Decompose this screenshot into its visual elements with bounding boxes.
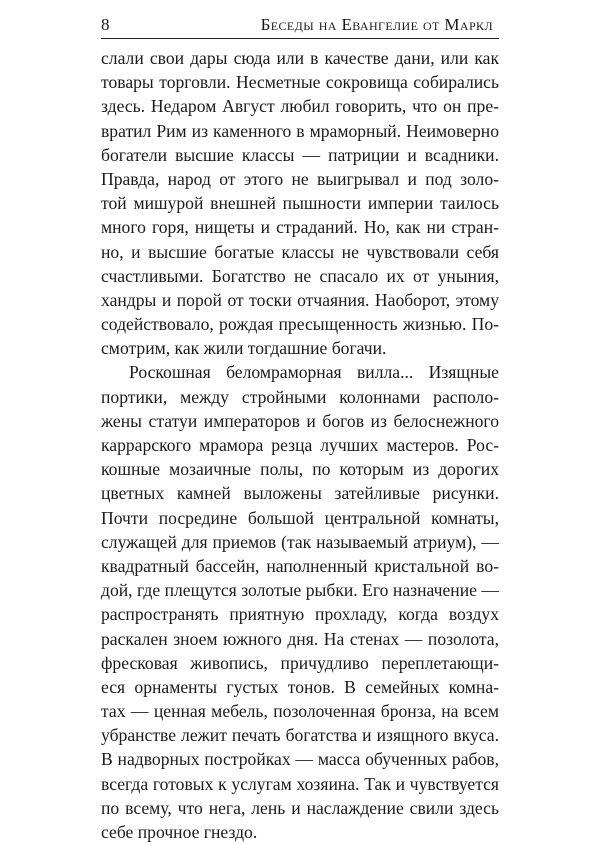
text-line: кошные мозаичные полы, по которым из дорогих xyxy=(101,459,499,480)
text-line: раскален зноем южного дня. На стенах — позолота, xyxy=(101,628,499,649)
text-line: товары торговли. Несметные сокровища собирались xyxy=(101,72,499,93)
text-line: дой, где плещутся золотые рыбки. Его назначение — xyxy=(101,580,499,601)
text-line: хандры и порой от тоски отчаяния. Наоборот, этому xyxy=(101,289,499,310)
text-line: жены статуи императоров и богов из белоснежного xyxy=(101,410,499,431)
text-line: Роскошная беломраморная вилла... Изящные xyxy=(129,362,499,383)
text-line: цветных камней выложены затейливые рисунки. xyxy=(101,483,499,504)
text-line: служащей для приемов (так называемый атриум), — xyxy=(101,531,499,552)
text-line: портики, между стройными колоннами располо- xyxy=(101,386,499,407)
text-line: той мишурой внешней пышности империи таилось xyxy=(101,193,499,214)
text-line: убранстве лежит печать богатства и изящного вкуса. xyxy=(101,725,499,746)
header-rule xyxy=(101,38,499,39)
text-line: много горя, нищеты и страданий. Но, как ни стран- xyxy=(101,217,499,238)
text-line: но, и высшие богатые классы не чувствовали себя xyxy=(101,241,499,262)
text-line: еся орнаменты густых тонов. В семейных комна- xyxy=(101,676,499,697)
text-line: здесь. Недаром Август любил говорить, что он пре- xyxy=(101,96,499,117)
text-line: по всему, что нега, лень и наслаждение свили здесь xyxy=(101,797,499,818)
text-line: квадратный бассейн, наполненный кристальной во- xyxy=(101,555,499,576)
text-line: вратил Рим из каменного в мраморный. Неимоверно xyxy=(101,120,499,141)
running-head xyxy=(101,12,501,36)
text-line: содействовало, рождая пресыщенность жизнью. По- xyxy=(101,314,499,335)
text-line: всегда готовых к услугам хозяина. Так и чувствуется xyxy=(101,773,499,794)
book-title: Беседы на Евангелие от Маркл xyxy=(260,15,493,34)
text-line: Почти посредине большой центральной комнаты, xyxy=(101,507,499,528)
paragraph-1 xyxy=(101,46,499,360)
text-line: распространять приятную прохладу, когда воздух xyxy=(101,604,499,625)
text-line: тах — ценная мебель, позолоченная бронза, на всем xyxy=(101,701,499,722)
text-line: смотрим, как жили тогдашние богачи. xyxy=(101,338,387,359)
text-line: богатели высшие классы — патриции и всадники. xyxy=(101,144,499,165)
text-line: Правда, народ от этого не выигрывал и под золо- xyxy=(101,168,499,189)
text-line: себе прочное гнездо. xyxy=(101,822,258,842)
text-line: каррарского мрамора резца лучших мастеров. Рос- xyxy=(101,435,499,455)
paragraph-2 xyxy=(101,360,499,844)
text-line: В надворных постройках — масса обученных рабов, xyxy=(101,749,499,770)
text-line: слали свои дары сюда или в качестве дани, или как xyxy=(101,48,499,68)
body-text xyxy=(101,46,499,844)
page-number: 8 xyxy=(101,15,110,34)
text-line: счастливыми. Богатство не спасало их от уныния, xyxy=(101,265,499,286)
text-line: фресковая живопись, причудливо переплетающи- xyxy=(101,652,499,673)
